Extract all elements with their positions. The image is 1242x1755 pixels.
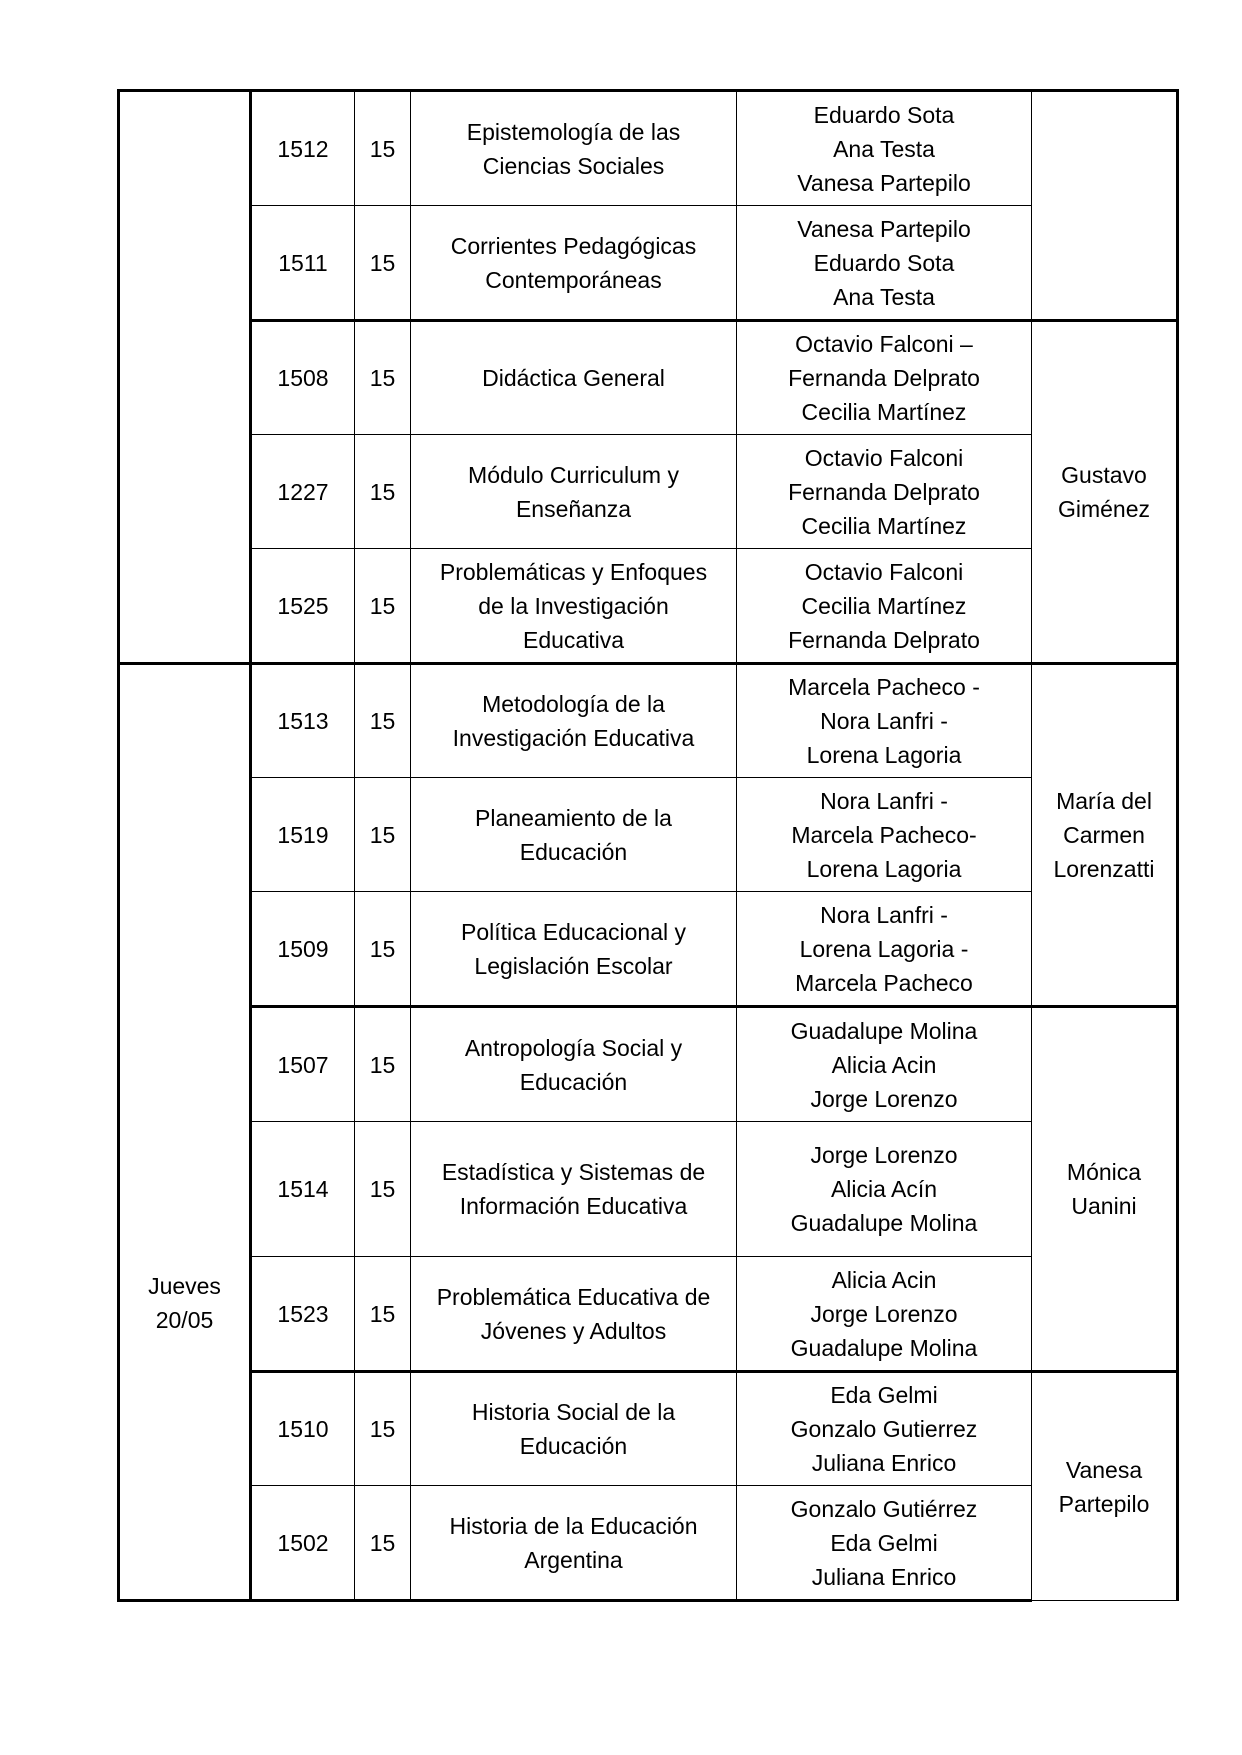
text-line: Giménez: [1057, 496, 1151, 522]
course-code: 1508: [251, 321, 355, 435]
subject-name: [411, 1122, 737, 1257]
subject-name: [411, 778, 737, 892]
table-row: [119, 206, 1178, 321]
text-line: Antropología Social y: [464, 1034, 683, 1061]
text-line: Metodología de la: [482, 691, 665, 717]
subject-name: [411, 1372, 737, 1486]
course-code: 1502: [251, 1486, 355, 1601]
text-line: Cecilia Martínez: [801, 512, 967, 539]
course-code: 1514: [251, 1122, 355, 1257]
text-line: Problemática Educativa de: [436, 1283, 711, 1310]
table-row: [119, 1007, 1178, 1122]
text-line: Alicia Acin: [831, 1051, 937, 1078]
course-code: 1507: [251, 1007, 355, 1122]
table-row: [119, 549, 1178, 664]
text-line: Política Educacional y: [460, 918, 686, 945]
subject-name: [411, 1007, 737, 1122]
text-line: Octavio Falconi: [804, 444, 964, 471]
text-line: Investigación Educativa: [452, 725, 695, 751]
text-line: Nora Lanfri -: [820, 901, 948, 928]
course-number: 15: [355, 778, 411, 892]
text-line: Lorena Lagoria -: [799, 935, 969, 962]
text-line: Vanesa Partepilo: [797, 169, 971, 196]
table-row: [119, 435, 1178, 549]
day-cell: [119, 91, 251, 664]
course-code: 1525: [251, 549, 355, 664]
day-cell: [119, 664, 251, 1601]
course-number: 15: [355, 206, 411, 321]
course-number: 15: [355, 1486, 411, 1601]
text-line: Gustavo: [1061, 462, 1147, 488]
course-code: 1513: [251, 664, 355, 778]
text-line: Educación: [519, 1068, 628, 1095]
text-line: Jorge Lorenzo: [810, 1142, 958, 1168]
teachers-list: [737, 206, 1032, 321]
course-code: 1512: [251, 91, 355, 206]
text-line: Educativa: [522, 626, 624, 653]
text-line: Didáctica General: [482, 365, 665, 391]
text-line: Nora Lanfri -: [820, 708, 948, 734]
text-line: Cecilia Martínez: [801, 399, 967, 425]
text-line: Alicia Acin: [831, 1266, 937, 1293]
teachers-list: [737, 1486, 1032, 1601]
text-line: Mónica: [1066, 1159, 1142, 1185]
text-line: Epistemología de las: [466, 118, 681, 145]
teachers-list: [737, 892, 1032, 1007]
subject-name: [411, 1257, 737, 1372]
text-line: Eda Gelmi: [830, 1529, 938, 1556]
teachers-list: [737, 1372, 1032, 1486]
text-line: Estadística y Sistemas de: [441, 1159, 706, 1185]
text-line: Eduardo Sota: [813, 101, 955, 128]
course-number: 15: [355, 892, 411, 1007]
text-line: Lorenzatti: [1053, 856, 1155, 882]
text-line: Problemáticas y Enfoques: [439, 558, 708, 585]
text-line: Historia Social de la: [471, 1399, 676, 1425]
day-label: Jueves: [148, 1273, 221, 1299]
course-number: 15: [355, 1372, 411, 1486]
course-number: 15: [355, 1122, 411, 1257]
text-line: Eduardo Sota: [813, 249, 955, 276]
course-number: 15: [355, 435, 411, 549]
course-code: 1510: [251, 1372, 355, 1486]
text-line: Corrientes Pedagógicas: [450, 232, 697, 259]
teachers-list: [737, 549, 1032, 664]
text-line: Guadalupe Molina: [790, 1334, 978, 1361]
course-number: 15: [355, 549, 411, 664]
course-number: 15: [355, 1007, 411, 1122]
text-line: Uanini: [1071, 1193, 1137, 1219]
table-row: [119, 91, 1178, 206]
text-line: Educación: [519, 838, 628, 865]
text-line: Ana Testa: [833, 283, 935, 310]
table-row: [119, 664, 1178, 778]
course-number: 15: [355, 1257, 411, 1372]
text-line: Guadalupe Molina: [790, 1017, 978, 1044]
course-number: 15: [355, 91, 411, 206]
course-code: 1227: [251, 435, 355, 549]
teachers-list: [737, 1122, 1032, 1257]
coordinator-cell: [1032, 664, 1178, 1007]
text-line: Octavio Falconi –: [795, 331, 973, 357]
text-line: Planeamiento de la: [475, 804, 672, 831]
course-code: 1509: [251, 892, 355, 1007]
table-row: [119, 1372, 1178, 1486]
text-line: Historia de la Educación: [449, 1512, 698, 1539]
coordinator-cell: [1032, 1372, 1178, 1601]
table-row: [119, 778, 1178, 892]
table-row: [119, 1122, 1178, 1257]
text-line: Fernanda Delprato: [788, 626, 980, 653]
text-line: Marcela Pacheco-: [791, 821, 977, 848]
text-line: Eda Gelmi: [830, 1382, 938, 1408]
text-line: Jóvenes y Adultos: [480, 1317, 667, 1344]
subject-name: [411, 435, 737, 549]
teachers-list: [737, 778, 1032, 892]
text-line: Módulo Curriculum y: [468, 461, 679, 488]
subject-name: [411, 549, 737, 664]
text-line: Nora Lanfri -: [820, 787, 948, 814]
text-line: Vanesa Partepilo: [797, 215, 971, 242]
text-line: Argentina: [524, 1546, 623, 1573]
course-code: 1519: [251, 778, 355, 892]
text-line: Cecilia Martínez: [801, 592, 967, 619]
teachers-list: [737, 664, 1032, 778]
coordinator-cell: [1032, 1007, 1178, 1372]
text-line: Alicia Acín: [830, 1176, 938, 1202]
table-row: [119, 321, 1178, 435]
table-row: [119, 1486, 1178, 1601]
text-line: Juliana Enrico: [811, 1563, 957, 1590]
coordinator-cell: [1032, 91, 1178, 321]
course-code: 1511: [251, 206, 355, 321]
teachers-list: [737, 1257, 1032, 1372]
text-line: Carmen: [1063, 822, 1145, 848]
text-line: Guadalupe Molina: [790, 1210, 978, 1236]
text-line: Legislación Escolar: [474, 952, 673, 979]
text-line: Partepilo: [1058, 1490, 1150, 1517]
subject-name: [411, 206, 737, 321]
text-line: Octavio Falconi: [804, 558, 964, 585]
subject-name: [411, 321, 737, 435]
coordinator-cell: [1032, 321, 1178, 664]
subject-name: [411, 1486, 737, 1601]
date-label: 20/05: [155, 1307, 214, 1333]
text-line: Fernanda Delprato: [788, 365, 980, 391]
text-line: de la Investigación: [478, 592, 669, 619]
text-line: Lorena Lagoria: [806, 742, 962, 768]
text-line: Marcela Pacheco: [795, 969, 973, 996]
text-line: Enseñanza: [515, 495, 632, 522]
text-line: Vanesa: [1065, 1456, 1143, 1483]
table-row: [119, 1257, 1178, 1372]
text-line: Gonzalo Gutiérrez: [790, 1495, 978, 1522]
teachers-list: [737, 91, 1032, 206]
text-line: Fernanda Delprato: [788, 478, 980, 505]
teachers-list: [737, 321, 1032, 435]
text-line: Jorge Lorenzo: [810, 1085, 958, 1112]
course-number: 15: [355, 321, 411, 435]
course-number: 15: [355, 664, 411, 778]
subject-name: [411, 91, 737, 206]
course-code: 1523: [251, 1257, 355, 1372]
text-line: Lorena Lagoria: [806, 855, 962, 882]
text-line: Educación: [519, 1433, 628, 1459]
text-line: Contemporáneas: [485, 266, 662, 293]
table-row: [119, 892, 1178, 1007]
text-line: Información Educativa: [459, 1193, 688, 1219]
teachers-list: [737, 435, 1032, 549]
text-line: Ana Testa: [833, 135, 935, 162]
exam-schedule-table: [117, 89, 1179, 1602]
subject-name: [411, 892, 737, 1007]
text-line: Marcela Pacheco -: [788, 674, 980, 700]
teachers-list: [737, 1007, 1032, 1122]
text-line: Jorge Lorenzo: [810, 1300, 958, 1327]
text-line: Ciencias Sociales: [482, 152, 665, 179]
text-line: Juliana Enrico: [811, 1450, 957, 1476]
text-line: María del: [1056, 788, 1152, 814]
text-line: Gonzalo Gutierrez: [790, 1416, 978, 1442]
subject-name: [411, 664, 737, 778]
